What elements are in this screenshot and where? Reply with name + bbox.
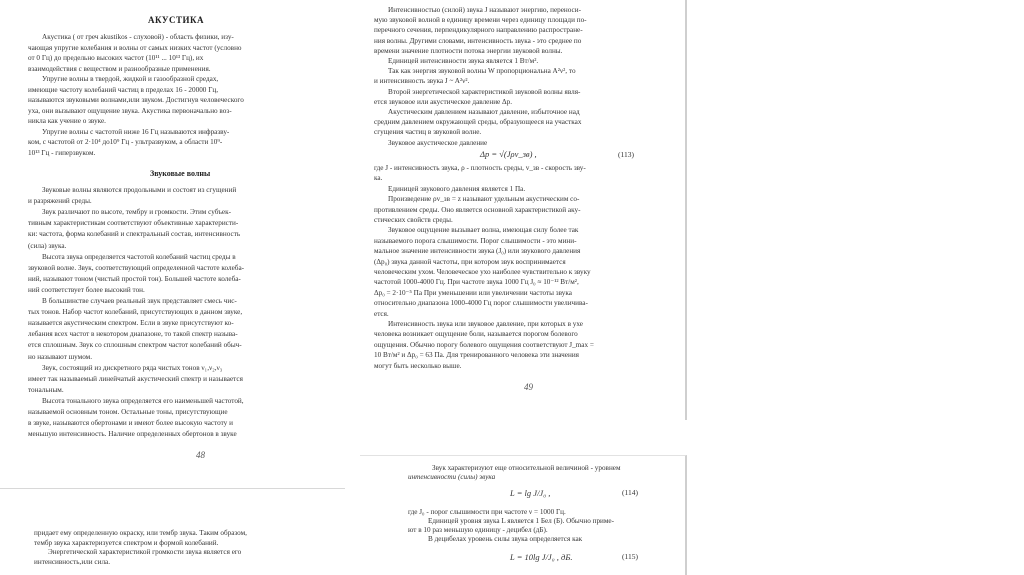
text-line: Второй энергетической характеристикой звуковой волны явля- [388, 87, 581, 96]
text-line: Интенсивностью (силой) звука J называют энергию, переноси- [388, 6, 581, 14]
text-line: ний соответствует более высокий тон. [28, 285, 145, 294]
text-line: Δp₀ = 2·10⁻⁵ Па При уменьшении или увеличении частоты звука [374, 288, 572, 297]
page-51-fragment [360, 455, 687, 575]
text-line: (сила) звука. [28, 241, 67, 250]
section-title: Звуковые волны [150, 169, 211, 178]
text-line: Звук характеризуют еще относительной величиной - уровнем [432, 464, 621, 472]
text-line: Единицей интенсивности звука является 1 Вт/м². [388, 57, 539, 65]
text-line: Единицей уровня звука L является 1 Бел (Б). Обычно приме- [428, 517, 615, 525]
text-line: Высота звука определяется частотой колебаний частиц среды в [42, 252, 236, 261]
text-line: придает ему определенную окраску, или тембр звука. Таким образом, [34, 529, 247, 537]
text-line: называемой основным тоном. Остальные тоны, присутствующие [28, 408, 228, 416]
text-line: называется акустическим спектром. Если в звуке присутствуют ко- [28, 319, 234, 328]
text-line: мую звуковой волной в единицу времени через единицу площади по- [374, 16, 587, 25]
text-line: ком, с частотой от 2·10⁴ до10⁹ Гц - ультразвуком, а области 10⁹- [28, 138, 223, 146]
text-line: Единицей звукового давления является 1 Па. [388, 184, 526, 193]
page-50-fragment [0, 488, 345, 575]
text-line: тембр звука характеризуется спектром и формой колебаний. [34, 538, 219, 547]
text-line: имеет так называемый линейчатый акустический спектр и называется [28, 374, 243, 383]
text-line: человека возникает ощущение боли, называется порогом болевого [374, 330, 578, 339]
text-line: в звуке, называются обертонами и имеют более высокую частоту и [28, 419, 233, 428]
text-line: мальное значение интенсивности звука (J₀) или звукового давления [374, 247, 581, 256]
text-line: Так как энергия звуковой волны W пропорциональна A²ν², то [388, 67, 576, 76]
text-line: относительно диапазона 1000-4000 Гц порог слышимости увеличива- [374, 299, 588, 308]
text-line: В большинстве случаев реальный звук представляет смесь чис- [42, 297, 237, 305]
text-line: ний, называют тоном (чистый простой тон). Большей частоте колеба- [28, 274, 241, 283]
text-line: сгущения частиц в звуковой волне. [374, 128, 482, 137]
text-line: ощущения. Обычно порогу болевого ощущения соответствуют J_max = [374, 340, 594, 349]
equation-114: L = lg J/J₀ , [510, 488, 551, 498]
page-number: 49 [524, 382, 533, 392]
page-48 [0, 0, 345, 484]
text-line: чающая упругие колебания и волны от самых низких частот (условно [28, 43, 242, 52]
equation-113-number: (113) [618, 150, 634, 159]
text-line: Энергетической характеристикой громкости звука является его [48, 548, 242, 556]
text-line: стических свойств среды. [374, 216, 453, 224]
text-line: где J - интенсивность звука, ρ - плотность среды, v_зв - скорость зву- [374, 164, 586, 172]
text-line: Звук, состоящий из дискретного ряда чистых тонов ν₁,ν₂,ν₃ [42, 363, 223, 372]
text-line: ется. [374, 309, 389, 318]
text-line: называются звуковыми волнами,или звуком. Достигнув человеческого [28, 96, 244, 104]
text-line: Высота тонального звука определяется его наименьшей частотой, [42, 396, 244, 405]
text-line: тивным характеристикам соответствуют объективные характеристи- [28, 219, 239, 228]
text-line: частотой 1000-4000 Гц. При частоте звука 1000 Гц J₀ ≈ 10⁻¹² Вт/м², [374, 278, 579, 287]
page-number: 48 [196, 450, 205, 460]
text-line: называемого порога слышимости. Порог слышимости - это мини- [374, 236, 577, 245]
text-line: Произведение ρv_зв = z называют удельным акустическим со- [388, 195, 580, 204]
text-line: 10 Вт/м² и Δp₀ = 63 Па. Для тренированного человека эти значения [374, 351, 579, 360]
text-line: никла как учение о звуке. [28, 117, 106, 125]
text-line: имеющие частоту колебаний частиц в пределах 16 - 20000 Гц, [28, 85, 218, 94]
text-line: В децибелах уровень силы звука определяется как [428, 535, 583, 543]
text-line: взаимодействия с веществом и разнообразные применения. [28, 64, 211, 73]
equation-115: L = 10lg J/J₀ , дБ. [510, 552, 573, 562]
text-line: Интенсивность звука или звуковое давление, при которых в ухе [388, 320, 583, 328]
text-line: человеческим ухом. Человеческое ухо наиболее чувствительно к звуку [374, 268, 591, 276]
text-line: противлением среды. Оно является основной характеристикой аку- [374, 205, 581, 214]
text-line: но называют шумом. [28, 352, 93, 361]
text-line: интенсивности (силы) звука [408, 473, 496, 481]
equation-114-number: (114) [622, 488, 638, 497]
text-line: звуковой волне. Звук, соответствующий определенной частоте колеба- [28, 263, 245, 272]
text-line: Акустическим давлением называют давление, избыточное над [388, 108, 580, 116]
text-line: перечного сечения, перпендикулярного направлению распростране- [374, 26, 583, 35]
text-line: тональным. [28, 385, 64, 394]
text-line: ется сплошным. Звук со сплошным спектром частот колебаний обыч- [28, 341, 242, 350]
text-line: средним давлением окружающей среды, образующееся на участках [374, 118, 582, 127]
text-line: тых тонов. Набор частот колебаний, присутствующих в данном звуке, [28, 308, 243, 317]
text-line: времени значение плотности потока энергии звуковой волны. [374, 46, 563, 55]
text-line: от 0 Гц) до предельно высоких частот (10¹¹ ... 10¹³ Гц), их [28, 54, 204, 62]
text-line: Звуковое ощущение вызывает волна, имеющая силу более так [388, 226, 579, 235]
text-line: интенсивность,или сила. [34, 557, 111, 566]
text-line: Упругие волны с частотой ниже 16 Гц называются инфразву- [42, 127, 230, 136]
page-title: АКУСТИКА [148, 15, 204, 25]
text-line: где J₀ - порог слышимости при частоте ν = 1000 Гц. [408, 508, 566, 516]
text-line: ки: частота, форма колебаний и спектральный состав, интенсивность [28, 230, 241, 239]
text-line: и интенсивность звука J ~ A²ν². [374, 77, 470, 86]
page-49 [360, 0, 687, 420]
text-line: Акустика ( от греч akustikos - слуховой) - область физики, изу- [42, 33, 234, 41]
equation-115-number: (115) [622, 552, 638, 561]
text-line: ется звуковое или акустическое давление Δp. [374, 97, 513, 106]
text-line: ния волны. Другими словами, интенсивность звука - это среднее по [374, 36, 582, 45]
text-line: Звук различают по высоте, тембру и громкости. Этим субъек- [42, 208, 232, 217]
text-line: ка. [374, 174, 383, 183]
text-line: меньшую интенсивность. Наличие определенных обертонов в звуке [28, 430, 237, 439]
text-line: (Δp₀) звука данной частоты, при котором звук воспринимается [374, 257, 566, 266]
text-line: могут быть несколько выше. [374, 361, 462, 370]
text-line: Звуковое акустическое давление [388, 138, 488, 147]
text-line: уха, они вызывают ощущение звука. Акустика первоначально воз- [28, 106, 232, 115]
text-line: лебания всех частот в некотором диапазоне, то такой спектр называ- [28, 330, 238, 339]
text-line: Звуковые волны являются продольными и состоят из сгущений [42, 186, 237, 194]
text-line: ют в 10 раз меньшую единицу - децибел (дБ). [408, 526, 548, 534]
text-line: 10¹³ Гц - гиперзвуком. [28, 148, 96, 157]
equation-113: Δp = √(Jρv_зв) , [480, 149, 537, 159]
text-line: и разряжений среды. [28, 197, 92, 206]
text-line: Упругие волны в твердой, жидкой и газообразной средах, [42, 75, 219, 83]
